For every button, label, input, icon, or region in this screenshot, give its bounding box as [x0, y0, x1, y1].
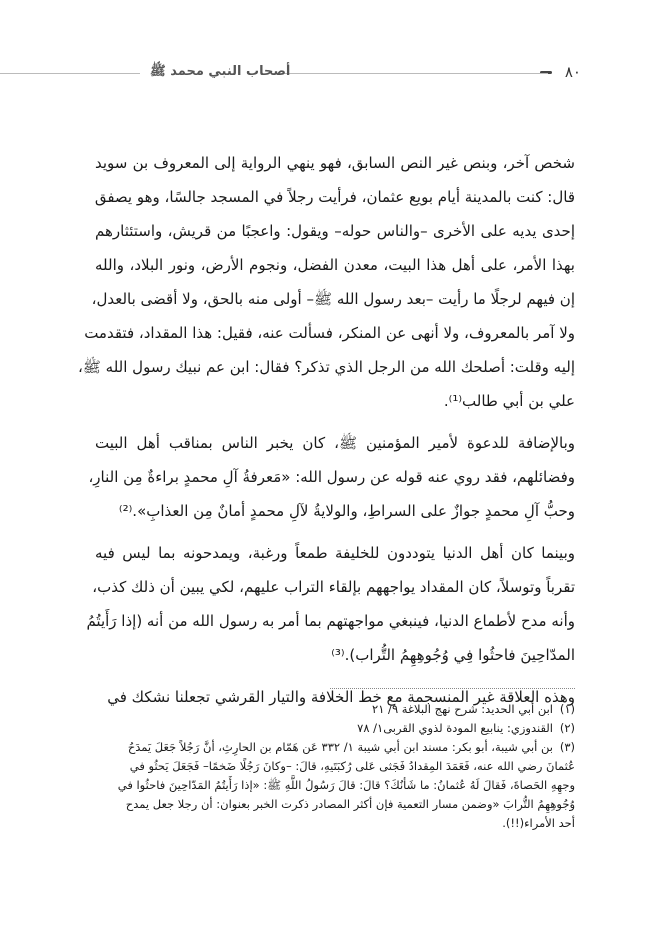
text-line: إن فيهم لرجلًا ما رأيت –بعد رسول الله ﷺ– أولى منه بالحق، ولا أقضى بالعدل،: [91, 290, 575, 308]
header-rule: [272, 73, 548, 74]
paragraph: [88, 426, 575, 528]
footnote-text: ابن أبي الحديد: شرح نهج البلاغة ٩/ ٢١: [372, 702, 553, 716]
footnote-text: القندوزي: ينابيع المودة لذوي القربى١/ ٧٨: [357, 721, 553, 735]
text-line: علي بن أبي طالب⁽¹⁾.: [443, 392, 575, 410]
footnote-number: (٣): [559, 740, 575, 754]
running-header: [0, 60, 669, 88]
footnote-text: بن أبي شيبة، أبو بكر: مسند ابن أبي شيبة ١/ ٣٣٢ عَن هَمّام بن الحارِثِ، أنَّ رَجُلاً جَعَلَ يَمدَحُ: [127, 740, 553, 754]
text-line: وفضائلهم، فقد روي عنه قوله عن رسول الله: «مَعرفةُ آلِ محمدٍ براءةٌ مِن النارِ،: [88, 468, 575, 486]
main-text: [77, 146, 575, 722]
footnote-text: أحد الأمراء(!!).: [502, 816, 575, 830]
text-line: إحدى يديه على الأخرى –والناس حوله– ويقول: واعجبًا من قريش، واستئثارهم: [95, 222, 575, 240]
footnote-separator: [330, 688, 575, 689]
text-line: إليه وقلت: أصلحك الله من الرجل الذي تذكر؟ فقال: ابن عم نبيك رسول الله ﷺ،: [77, 358, 575, 376]
text-line: وبالإضافة للدعوة لأمير المؤمنين ﷺ، كان يخبر الناس بمناقب أهل البيت: [95, 434, 575, 452]
footnote-text: وُجُوهِهِمُ التُّرابَ «وضمن مسار التعمية فإن أكثر المصادر ذكرت الخبر بعنوان: أن رجلا جعل يمدح: [125, 797, 575, 811]
footnote-line: [95, 795, 575, 814]
footnote-line: [95, 814, 575, 833]
text-line: ولا آمر بالمعروف، ولا أنهى عن المنكر، فسألت عنه، فقيل: هذا المقداد، فتقدمت: [84, 324, 575, 342]
footnote-number: (٢): [559, 721, 575, 735]
footnote-line: [95, 719, 575, 738]
running-title: أصحاب النبي محمد ﷺ: [150, 64, 291, 79]
footnotes: [95, 700, 575, 833]
footnote-line: [95, 700, 575, 719]
paragraph: [86, 536, 575, 672]
footnote-line: [95, 738, 575, 757]
text-line: المدّاحِينَ فاحثُوا فِي وُجُوهِهِمُ التُّراب).⁽³⁾: [331, 646, 575, 664]
footnote-line: [95, 757, 575, 776]
header-rule: [0, 73, 140, 74]
footnote-text: وجهِهِ الحَصاةَ، فَقالَ لَهُ عُثمانُ: ما شَأنُكَ؟ قالَ: قالَ رَسُولُ اللَّهِ ﷺ: «إذا رَأَيتُمُ المَدّاحِينَ فاحثُوا في: [117, 778, 575, 792]
text-line: شخص آخر، وبنص غير النص السابق، فهو ينهي الرواية إلى المعروف بن سويد: [95, 154, 575, 172]
footnote-text: عُثمانَ رضي الله عنه، فَعَمَدَ المِقدادُ فَجَثى عَلى رُكبَتَيهِ، قالَ: –وكانَ رَجُلًا ضَخمًا– فَجَعَلَ يَحثُو في: [129, 759, 575, 773]
page-number: ٨٠: [564, 63, 581, 81]
text-line: وبينما كان أهل الدنيا يتوددون للخليفة طمعاً ورغبة، ويمدحونه بما ليس فيه: [95, 544, 575, 562]
text-line: تقرباً وتوسلاً، كان المقداد يواجههم بإلقاء التراب عليهم، لكي يبين أن ذلك كذب،: [92, 578, 575, 596]
text-line: وأنه مدح لأطماع الدنيا، فينبغي مواجهتهم بما أمر به رسول الله من أنه (إذا رَأَيتُمُ: [86, 612, 575, 630]
footnote-line: [95, 776, 575, 795]
text-line: وهذه العلاقة غير المنسجمة مع خط الخلافة والتيار القرشي تجعلنا نشكك في: [107, 688, 575, 706]
text-line: بهذا الأمر، على أهل هذا البيت، معدن الفضل، ونجوم الأرض، ونور البلاد، والله: [95, 256, 575, 274]
text-line: وحبُّ آلِ محمدٍ جوازٌ على السراطِ، والولايةُ لآلِ محمدٍ أمانٌ مِن العذابِ».⁽²⁾: [118, 502, 575, 520]
text-line: قال: كنت بالمدينة أيام بويع عثمان، فرأيت رجلاً في المسجد جالسًا، وهو يصفق: [94, 188, 575, 206]
paragraph: [77, 146, 575, 418]
footnote-number: (١): [559, 702, 575, 716]
